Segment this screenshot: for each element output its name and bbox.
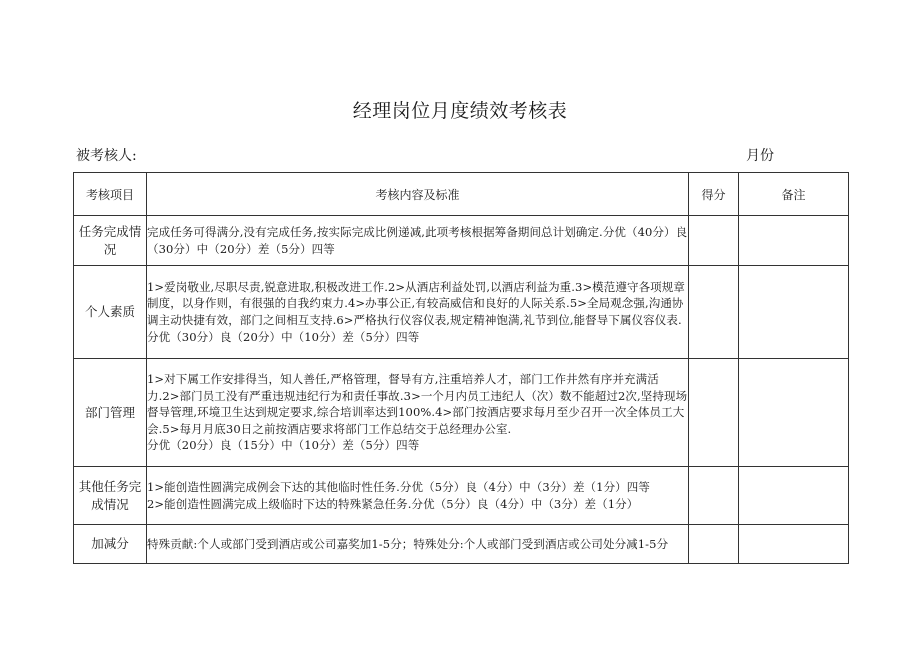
remark-cell[interactable] [739, 266, 849, 359]
row-content-cell [147, 266, 689, 359]
table-row [74, 467, 849, 525]
row-item: 加减分 [74, 525, 147, 564]
row-grade: 分优（30分）良（20分）中（10分）差（5分）四等 [147, 329, 420, 344]
row-content: 1>对下属工作安排得当，知人善任,严格管理，督导有方,注重培养人才，部门工作井然有序并充满活力.2>部门员工没有严重违规违纪行为和责任事故.3>一个月内员工违纪人（次）数不能超过2次,坚持现场督导管理,环境卫生达到规定要求,综合培训率达到100%.4>部门按酒店要求每月至少召开一次全体员工大会.5>每月月底30日之前按酒店要求将部门工作总结交于总经理办公室. [147, 372, 688, 436]
row-item: 任务完成情况 [74, 216, 147, 266]
header-content: 考核内容及标准 [147, 173, 689, 216]
score-cell[interactable] [689, 467, 739, 525]
table-row [74, 359, 849, 467]
score-cell[interactable] [689, 216, 739, 266]
month-label: 月份 [746, 148, 774, 164]
row-grade: 2>能创造性圆满完成上级临时下达的特殊紧急任务.分优（5分）良（4分）中（3分）差（1分） [147, 496, 639, 511]
header-score: 得分 [689, 173, 739, 216]
row-content: 完成任务可得满分,没有完成任务,按实际完成比例递减,此项考核根据筹备期间总计划确定.分优（40分）良（30分）中（20分）差（5分）四等 [147, 216, 689, 266]
table-row [74, 266, 849, 359]
remark-cell[interactable] [739, 359, 849, 467]
remark-cell[interactable] [739, 525, 849, 564]
table-header-row [74, 173, 849, 216]
page-title: 经理岗位月度绩效考核表 [352, 100, 568, 122]
score-cell[interactable] [689, 359, 739, 467]
row-content-cell [147, 467, 689, 525]
remark-cell[interactable] [739, 467, 849, 525]
score-cell[interactable] [689, 266, 739, 359]
header-item: 考核项目 [74, 173, 147, 216]
row-item: 个人素质 [74, 266, 147, 359]
row-item: 部门管理 [74, 359, 147, 467]
examinee-label: 被考核人: [76, 148, 137, 164]
row-content: 特殊贡献:个人或部门受到酒店或公司嘉奖加1-5分；特殊处分:个人或部门受到酒店或公司处分减1-5分 [147, 525, 689, 564]
row-item: 其他任务完成情况 [74, 467, 147, 525]
assessment-table [73, 172, 849, 564]
header-remark: 备注 [739, 173, 849, 216]
remark-cell[interactable] [739, 216, 849, 266]
row-grade: 分优（20分）良（15分）中（10分）差（5分）四等 [147, 438, 420, 453]
score-cell[interactable] [689, 525, 739, 564]
row-content-cell [147, 359, 689, 467]
table-row [74, 525, 849, 564]
row-content: 1>能创造性圆满完成例会下达的其他临时性任务.分优（5分）良（4分）中（3分）差（1分）四等 [147, 479, 650, 494]
table-row [74, 216, 849, 266]
row-content: 1>爱岗敬业,尽职尽责,锐意进取,积极改进工作.2>从酒店利益处罚,以酒店利益为重.3>模范遵守各项规章制度，以身作则，有很强的自我约束力.4>办事公正,有较高威信和良好的人际关系.5>全局观念强,沟通协调主动快捷有效，部门之间相互支持.6>严格执行仪容仪表,规定精神饱满,礼节到位,能督导下属仪容仪表. [147, 279, 685, 327]
